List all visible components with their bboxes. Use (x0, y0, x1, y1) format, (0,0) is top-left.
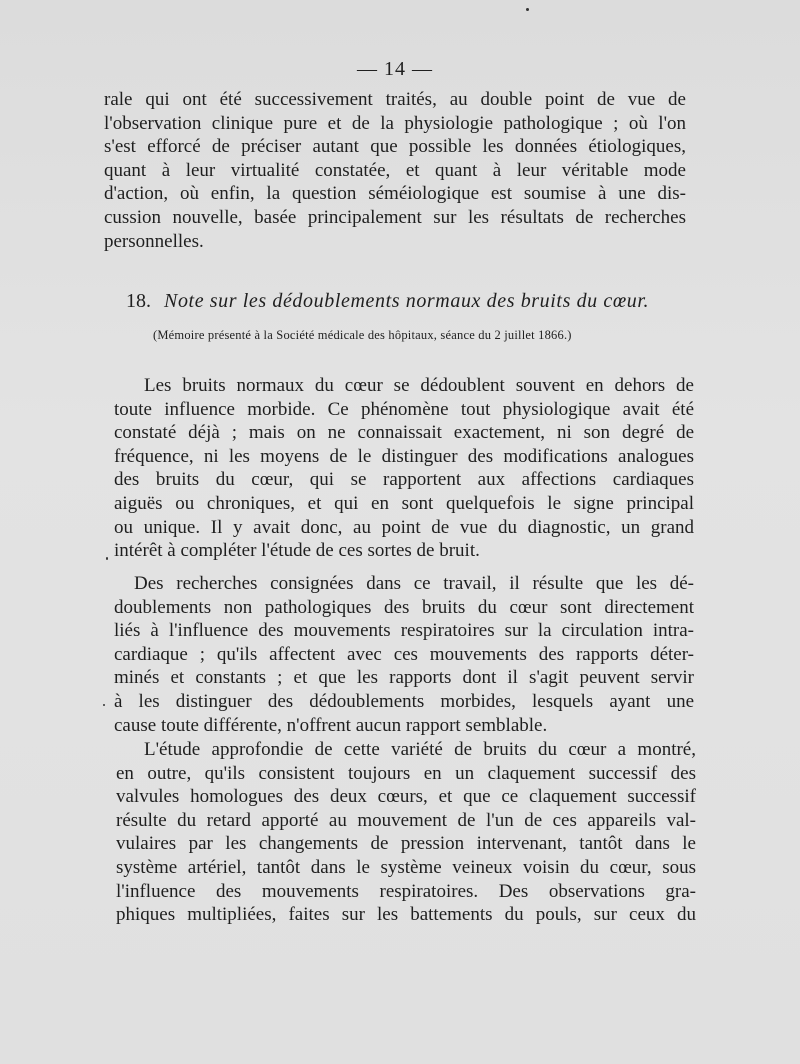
text-line: d'action, où enfin, la question séméiologique est soumise à une dis- (104, 183, 686, 205)
page-number: — 14 — (357, 58, 433, 80)
text-line: système artériel, tantôt dans le système veineux voisin du cœur, sous (116, 856, 696, 878)
text-line: personnelles. (104, 230, 204, 252)
ink-speck (106, 557, 108, 560)
text-line: cussion nouvelle, basée principalement sur les résultats de recherches (104, 206, 686, 228)
text-line: doublements non pathologiques des bruits du cœur sont directement (114, 596, 694, 618)
text-line: des bruits du cœur, qui se rapportent aux affections cardiaques (114, 469, 694, 491)
text-line: vulaires par les changements de pression intervenant, tantôt dans le (116, 833, 696, 855)
intro-paragraph (104, 88, 686, 253)
section-title: Note sur les dédoublements normaux des bruits du cœur. (164, 290, 650, 312)
text-line: Des recherches consignées dans ce travail, il résulte que les dé- (134, 573, 694, 594)
text-line: l'influence des mouvements respiratoires. Des observations gra- (116, 880, 696, 902)
ink-speck (526, 8, 529, 11)
text-line: ou unique. Il y avait donc, au point de vue du diagnostic, un grand (114, 516, 694, 538)
text-line: phiques multipliées, faites sur les battements du pouls, sur ceux du (116, 904, 696, 926)
text-line: L'étude approfondie de cette variété de bruits du cœur a montré, (144, 739, 696, 760)
text-line: intérêt à compléter l'étude de ces sortes de bruit. (114, 540, 480, 562)
text-line: en outre, qu'ils consistent toujours en un claquement successif des (116, 762, 696, 784)
text-line: Les bruits normaux du cœur se dédoublent souvent en dehors de (144, 375, 694, 396)
text-line: valvules homologues des deux cœurs, et que ce claquement successif (116, 786, 696, 808)
paragraph-3 (116, 738, 696, 927)
text-line: toute influence morbide. Ce phénomène tout physiologique avait été (114, 398, 694, 420)
text-line: quant à leur virtualité constatée, et quant à leur véritable mode (104, 159, 686, 181)
text-line: cardiaque ; qu'ils affectent avec ces mouvements des rapports déter- (114, 643, 694, 665)
text-line: cause toute différente, n'offrent aucun rapport semblable. (114, 714, 548, 736)
text-line: fréquence, ni les moyens de le distinguer des modifications analogues (114, 445, 694, 467)
section-memoire-note: (Mémoire présenté à la Société médicale des hôpitaux, séance du 2 juillet 1866.) (153, 328, 572, 342)
text-line: liés à l'influence des mouvements respiratoires sur la circulation intra- (114, 620, 694, 642)
text-line: l'observation clinique pure et de la physiologie pathologique ; où l'on (104, 112, 686, 134)
text-line: résulte du retard apporté au mouvement de l'un de ces appareils val- (116, 809, 696, 831)
text-line: rale qui ont été successivement traités, au double point de vue de (104, 89, 686, 110)
paragraph-2 (114, 572, 694, 737)
section-heading (126, 290, 686, 313)
ink-speck (103, 704, 105, 706)
text-line: constaté déjà ; mais on ne connaissait exactement, ni son degré de (114, 422, 694, 444)
text-line: minés et constants ; et que les rapports dont il s'agit peuvent servir (114, 667, 694, 689)
section-number: 18. (126, 290, 151, 312)
text-line: s'est efforcé de préciser autant que possible les données étiologiques, (104, 136, 686, 158)
text-line: à les distinguer des dédoublements morbides, lesquels ayant une (114, 690, 694, 712)
paragraph-1 (114, 374, 694, 563)
text-line: aiguës ou chroniques, et qui en sont quelquefois le signe principal (114, 492, 694, 514)
